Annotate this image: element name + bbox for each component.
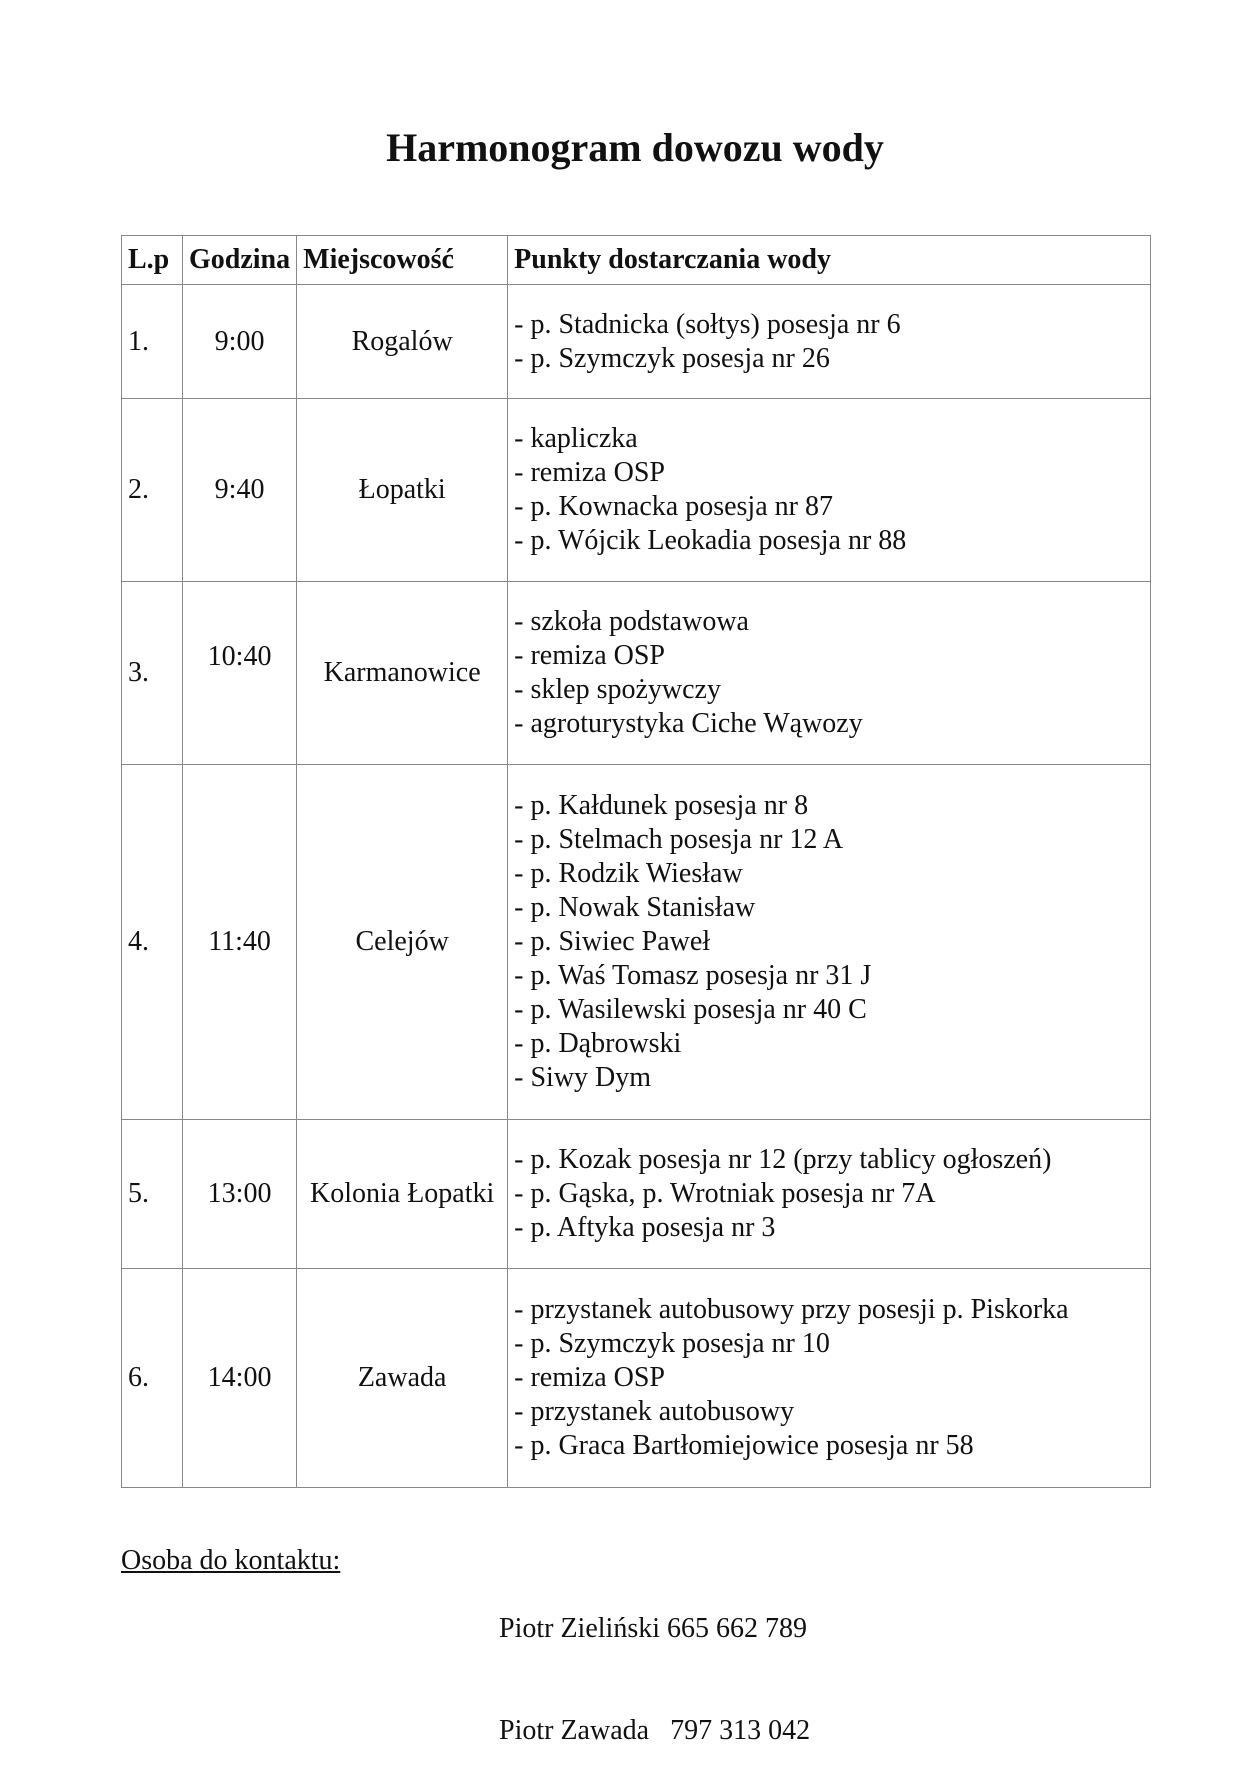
row-time: [183, 399, 297, 582]
table-row: [122, 399, 1151, 582]
row-points: [508, 1269, 1151, 1488]
header-lp: L.p: [122, 236, 183, 285]
delivery-point: - p. Kozak posesja nr 12 (przy tablicy ogłoszeń): [514, 1144, 1052, 1175]
table-row: [122, 582, 1151, 765]
row-time-text: 10:40: [207, 641, 272, 672]
row-time: [183, 765, 297, 1120]
row-place-text: Karmanowice: [323, 657, 481, 688]
row-time: [183, 582, 297, 765]
delivery-point: - p. Rodzik Wiesław: [514, 858, 743, 889]
row-points: [508, 765, 1151, 1120]
row-number-text: 3.: [128, 657, 149, 688]
row-time-text: 13:00: [207, 1178, 272, 1209]
contact-person: Piotr Zawada 797 313 042: [499, 1715, 811, 1746]
delivery-point: - p. Kałdunek posesja nr 8: [514, 790, 809, 821]
row-number: [122, 399, 183, 582]
delivery-point: - Siwy Dym: [514, 1062, 652, 1093]
row-points: [508, 582, 1151, 765]
header-points: Punkty dostarczania wody: [508, 236, 1151, 285]
row-number: [122, 1269, 183, 1488]
delivery-point: - p. Szymczyk posesja nr 26: [514, 342, 830, 374]
row-time: [183, 1269, 297, 1488]
row-time-text: 11:40: [208, 926, 271, 957]
row-points: [508, 399, 1151, 582]
row-place: [297, 582, 508, 765]
delivery-point: - p. Dąbrowski: [514, 1028, 682, 1059]
row-time: [183, 285, 297, 399]
row-number-text: 2.: [128, 474, 149, 505]
row-place: [297, 765, 508, 1120]
row-time-text: 14:00: [207, 1362, 272, 1393]
row-place-text: Łopatki: [358, 474, 446, 505]
delivery-point: - kapliczka: [514, 423, 638, 454]
delivery-point: - p. Graca Bartłomiejowice posesja nr 58: [514, 1430, 974, 1461]
contact-person: Piotr Zieliński 665 662 789: [499, 1613, 807, 1644]
delivery-point: - przystanek autobusowy przy posesji p. Piskorka: [514, 1294, 1069, 1325]
delivery-point: - p. Stelmach posesja nr 12 A: [514, 824, 844, 855]
row-place: [297, 399, 508, 582]
delivery-point: - przystanek autobusowy: [514, 1396, 795, 1427]
delivery-point: - sklep spożywczy: [514, 674, 721, 705]
row-number: [122, 765, 183, 1120]
delivery-point: - p. Nowak Stanisław: [514, 892, 756, 923]
delivery-point: - szkoła podstawowa: [514, 606, 749, 637]
document-title: Harmonogram dowozu wody: [386, 125, 884, 170]
delivery-point: - p. Wasilewski posesja nr 40 C: [514, 994, 867, 1025]
row-number-text: 1.: [128, 325, 149, 357]
row-points: [508, 285, 1151, 399]
row-points: [508, 1120, 1151, 1269]
row-place-text: Zawada: [357, 1362, 447, 1393]
row-place: [297, 1269, 508, 1488]
delivery-point: - p. Stadnicka (sołtys) posesja nr 6: [514, 308, 901, 340]
delivery-point: - remiza OSP: [514, 1362, 665, 1393]
table-row: [122, 765, 1151, 1120]
table-row: [122, 285, 1151, 399]
delivery-point: - p. Gąska, p. Wrotniak posesja nr 7A: [514, 1178, 936, 1209]
row-place: [297, 285, 508, 399]
row-place: [297, 1120, 508, 1269]
delivery-point: - p. Szymczyk posesja nr 10: [514, 1328, 830, 1359]
row-number-text: 5.: [128, 1178, 149, 1209]
row-number-text: 6.: [128, 1362, 149, 1393]
row-number: [122, 582, 183, 765]
contact-label: Osoba do kontaktu:: [121, 1545, 341, 1576]
row-number: [122, 285, 183, 399]
table-header-row: [122, 236, 1151, 285]
contact-people: [499, 1544, 810, 1782]
delivery-point: - agroturystyka Ciche Wąwozy: [514, 708, 863, 739]
row-place-text: Kolonia Łopatki: [309, 1178, 495, 1209]
delivery-point: - remiza OSP: [514, 640, 665, 671]
delivery-point: - p. Waś Tomasz posesja nr 31 J: [514, 960, 872, 991]
schedule-table: [121, 235, 1151, 1488]
header-place: Miejscowość: [297, 236, 508, 285]
delivery-point: - p. Siwiec Paweł: [514, 926, 711, 957]
delivery-point: - p. Wójcik Leokadia posesja nr 88: [514, 525, 907, 556]
delivery-point: - p. Aftyka posesja nr 3: [514, 1212, 776, 1243]
table-row: [122, 1269, 1151, 1488]
row-number-text: 4.: [128, 926, 149, 957]
delivery-point: - p. Kownacka posesja nr 87: [514, 491, 833, 522]
delivery-point: - remiza OSP: [514, 457, 665, 488]
row-time-text: 9:00: [214, 325, 265, 357]
row-time: [183, 1120, 297, 1269]
row-place-text: Celejów: [355, 926, 449, 957]
row-time-text: 9:40: [214, 474, 265, 505]
row-number: [122, 1120, 183, 1269]
table-row: [122, 1120, 1151, 1269]
row-place-text: Rogalów: [351, 325, 453, 357]
header-time: Godzina: [183, 236, 297, 285]
